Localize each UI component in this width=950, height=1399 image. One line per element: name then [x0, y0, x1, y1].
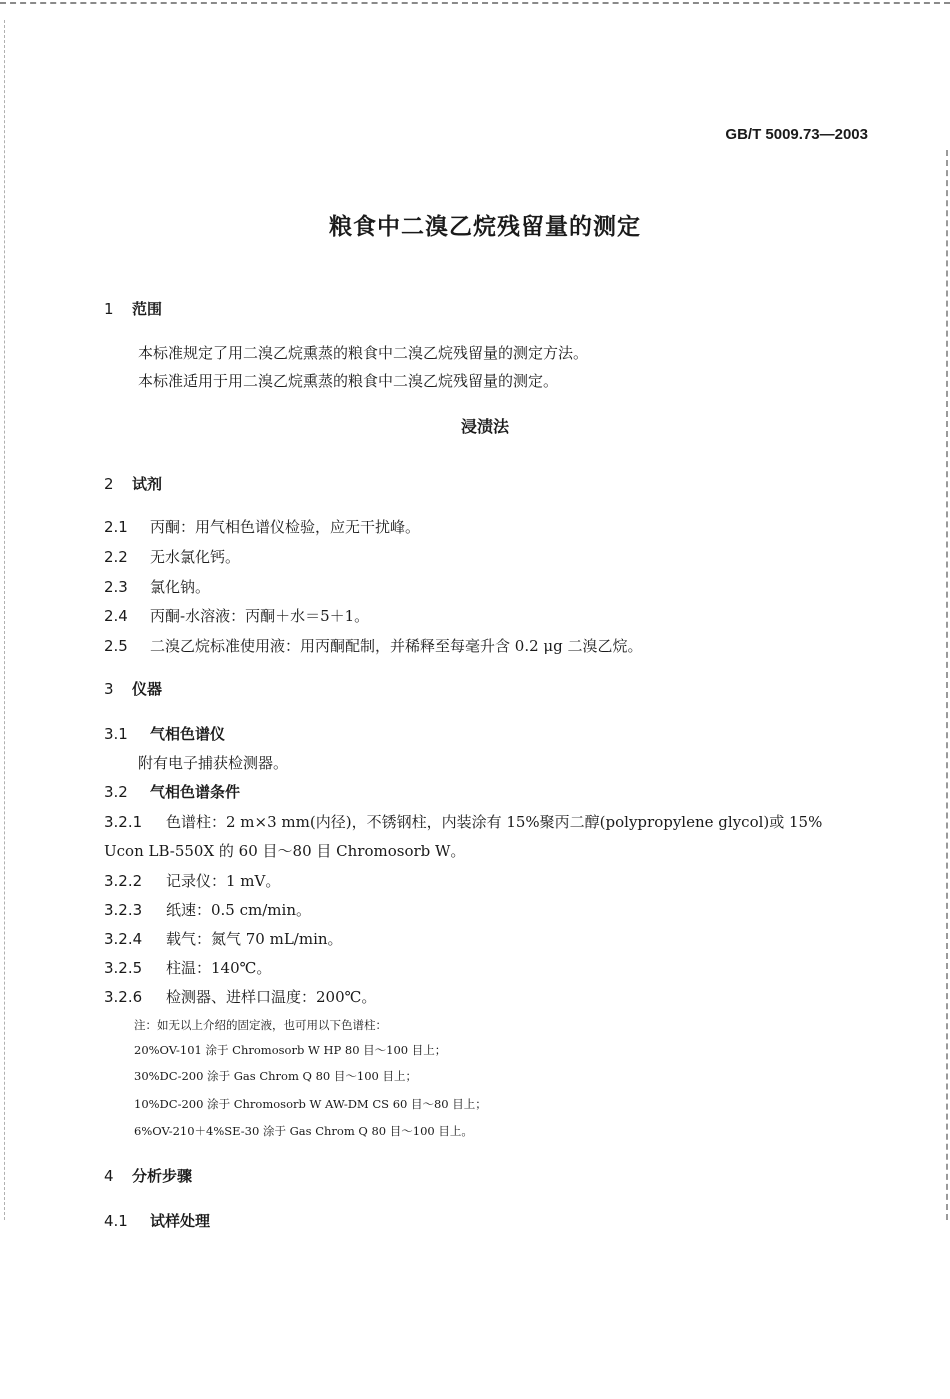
- section-number: 4: [104, 1167, 114, 1185]
- section-title: 仪器: [132, 680, 163, 698]
- note-line: 6%OV-210＋4%SE-30 涂于 Gas Chrom Q 80 目～100 目上。: [134, 1124, 473, 1138]
- subsection-heading-sample-treatment: 4.1 试样处理: [104, 1212, 211, 1230]
- section-number: 3: [104, 680, 114, 698]
- gc-description: 附有电子捕获检测器。: [138, 754, 289, 772]
- reagent-item: 2.3 氯化钠。: [104, 578, 211, 596]
- scope-paragraph: 本标准适用于用二溴乙烷熏蒸的粮食中二溴乙烷残留量的测定。: [138, 372, 559, 390]
- scan-edge-top: [0, 2, 950, 4]
- section-heading-scope: [104, 298, 162, 319]
- scope-paragraph: 本标准规定了用二溴乙烷熏蒸的粮食中二溴乙烷残留量的测定方法。: [138, 344, 589, 362]
- reagent-item: 2.2 无水氯化钙。: [104, 548, 241, 566]
- condition-item: 3.2.4 载气：氮气 70 mL/min。: [104, 930, 343, 948]
- condition-item-continuation: Ucon LB-550X 的 60 目～80 目 Chromosorb W。: [104, 842, 466, 860]
- subsection-heading-gc: 3.1 气相色谱仪: [104, 725, 226, 743]
- section-heading-instruments: [104, 678, 162, 699]
- scan-edge-right: [946, 150, 948, 1220]
- section-heading-reagents: [104, 473, 162, 494]
- condition-item: 3.2.1 色谱柱：2 m×3 mm(内径)，不锈钢柱，内装涂有 15%聚丙二醇(polypropylene glycol)或 15%: [104, 813, 823, 831]
- section-title: 分析步骤: [132, 1167, 193, 1185]
- note-line: 注：如无以上介绍的固定液，也可用以下色谱柱：: [134, 1018, 387, 1032]
- document-title: 粮食中二溴乙烷残留量的测定: [329, 214, 641, 240]
- scan-edge-left: [4, 20, 5, 1220]
- section-number: 2: [104, 475, 114, 493]
- method-title: 浸渍法: [460, 417, 509, 436]
- standard-code: GB/T 5009.73—2003: [725, 126, 868, 143]
- note-line: 30%DC-200 涂于 Gas Chrom Q 80 目～100 目上；: [134, 1069, 417, 1083]
- section-title: 范围: [132, 300, 163, 318]
- section-title: 试剂: [132, 475, 163, 493]
- condition-item: 3.2.5 柱温：140℃。: [104, 959, 272, 977]
- reagent-item: 2.4 丙酮-水溶液：丙酮＋水＝5＋1。: [104, 607, 370, 625]
- section-heading-procedure: [104, 1165, 192, 1186]
- section-number: 1: [104, 300, 114, 318]
- reagent-item: 2.1 丙酮：用气相色谱仪检验，应无干扰峰。: [104, 518, 421, 536]
- subsection-heading-conditions: 3.2 气相色谱条件: [104, 783, 241, 801]
- reagent-item: 2.5 二溴乙烷标准使用液：用丙酮配制，并稀释至每毫升含 0.2 μg 二溴乙烷。: [104, 637, 643, 655]
- note-line: 10%DC-200 涂于 Chromosorb W AW-DM CS 60 目～80 目上；: [134, 1097, 487, 1111]
- condition-item: 3.2.6 检测器、进样口温度：200℃。: [104, 988, 377, 1006]
- note-line: 20%OV-101 涂于 Chromosorb W HP 80 目～100 目上；: [134, 1043, 447, 1057]
- condition-item: 3.2.2 记录仪：1 mV。: [104, 872, 281, 890]
- condition-item: 3.2.3 纸速：0.5 cm/min。: [104, 901, 311, 919]
